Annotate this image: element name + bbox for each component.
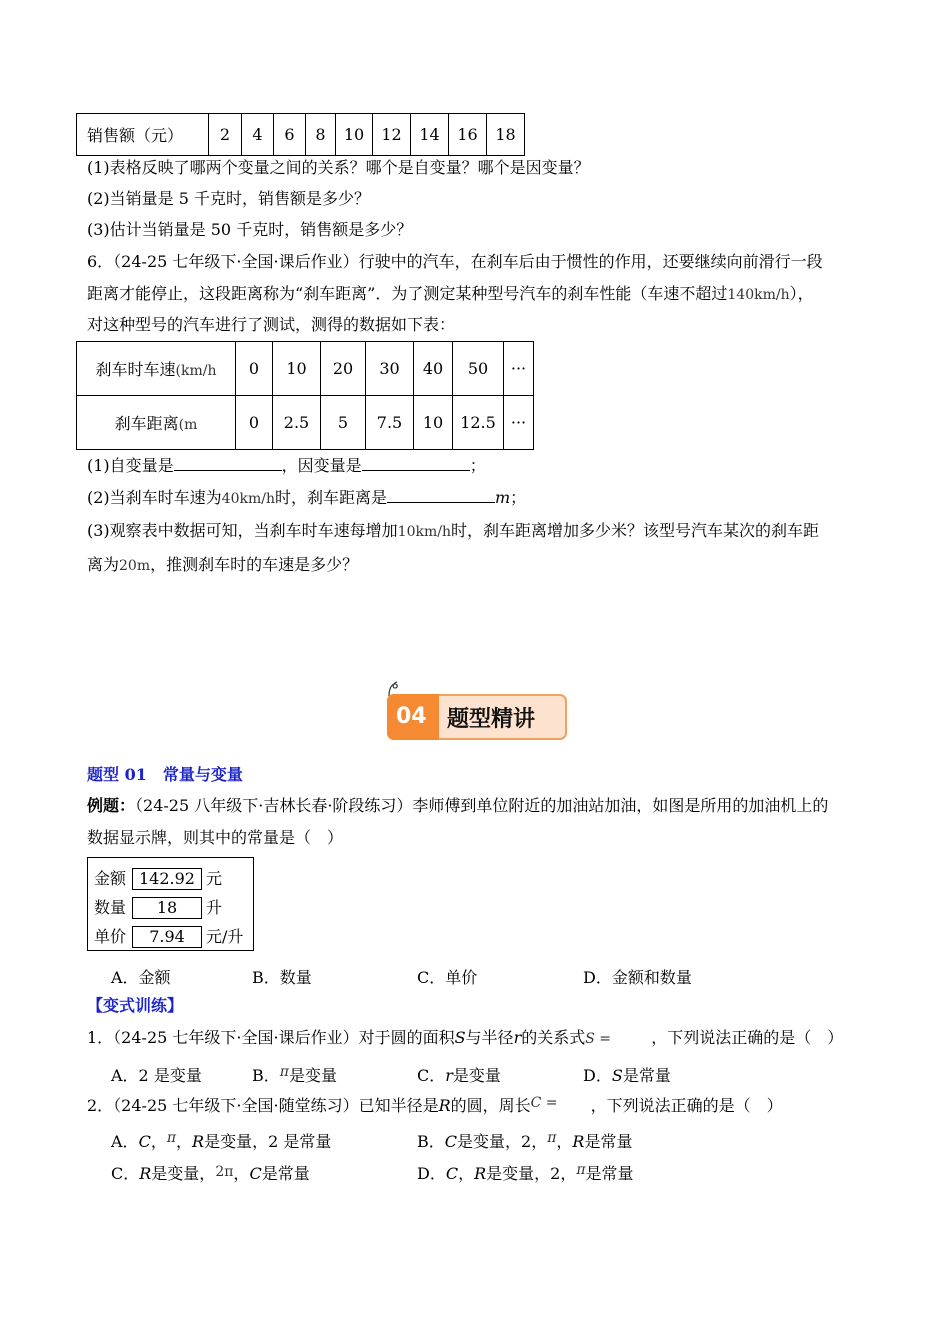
p2-option-c	[111, 1161, 310, 1184]
speed-limit-math: 140km/h	[727, 287, 790, 303]
braking-table	[76, 341, 534, 450]
table-cell: 6	[274, 114, 306, 156]
text: ，推测刹车时的车速是多少？	[150, 555, 359, 574]
formula: C =	[530, 1095, 558, 1111]
row-label: 刹车距离	[114, 414, 179, 433]
answer-blank	[387, 486, 495, 503]
example-line1	[87, 796, 828, 816]
text: ，下列说法正确的是（ ）	[651, 1028, 844, 1047]
var: R	[572, 1132, 585, 1151]
text: 是常量	[261, 1164, 310, 1183]
text: ，因变量是	[281, 456, 362, 475]
table-cell: 7.5	[366, 396, 414, 450]
text: (1)自变量是	[87, 456, 174, 475]
option-c: C．单价	[417, 968, 478, 987]
braking-row2-label	[77, 396, 236, 450]
text: 离为	[87, 555, 120, 574]
text: ，下列说法正确的是（ ）	[590, 1096, 783, 1115]
text: 是变量	[452, 1066, 501, 1085]
pump-row	[94, 866, 222, 890]
unit: m	[495, 488, 511, 507]
pump-value: 18	[132, 897, 202, 919]
p1-option-b	[252, 1063, 337, 1086]
pi: π	[547, 1130, 557, 1146]
text: 是常量	[584, 1132, 633, 1151]
table-cell: 4	[242, 114, 274, 156]
practice1-stem	[87, 1028, 843, 1049]
text: 时，刹车距离是	[274, 488, 387, 507]
text: 1．（24-25 七年级下·全国·课后作业）对于圆的面积	[87, 1028, 455, 1047]
var: R	[192, 1132, 205, 1151]
example-line2: 数据显示牌，则其中的常量是（ ）	[87, 828, 344, 847]
pump-unit: 元	[206, 869, 223, 888]
two-pi: 2π	[215, 1164, 234, 1180]
table-cell: 14	[411, 114, 449, 156]
banner-title: 题型精讲	[447, 707, 536, 732]
pump-label: 单价	[94, 927, 127, 946]
table-cell: 12.5	[453, 396, 504, 450]
pump-row	[94, 895, 222, 919]
practice-header: 【变式训练】	[87, 996, 184, 1015]
q5-sub1: (1)表格反映了哪两个变量之间的关系？哪个是自变量？哪个是因变量？	[87, 158, 590, 177]
row-unit: (km/h	[175, 363, 217, 379]
table-cell: 0	[236, 396, 273, 450]
text: ，	[233, 1164, 250, 1183]
var: C	[138, 1132, 151, 1151]
var: C	[445, 1164, 459, 1183]
option-b: B．数量	[252, 968, 312, 987]
q6-line2-end: ），	[789, 284, 814, 303]
table-cell: 0	[236, 342, 273, 396]
pump-label: 数量	[94, 898, 127, 917]
p2-option-a	[111, 1129, 331, 1152]
var: S	[454, 1028, 466, 1047]
q6-line1: 6．（24-25 七年级下·全国·课后作业）行驶中的汽车，在刹车后由于惯性的作用，还要继续向前滑行一段	[87, 252, 823, 271]
q6-sub3	[87, 521, 819, 542]
table-cell: 30	[366, 342, 414, 396]
pump-value: 7.94	[132, 926, 202, 948]
example-label: 例题：	[87, 796, 136, 815]
text: (2)当刹车时车速为	[87, 488, 222, 507]
text: C．	[111, 1164, 140, 1183]
text: 时，刹车距离增加多少米？该型号汽车某次的刹车距	[450, 521, 819, 540]
q5-sub2: (2)当销量是 5 千克时，销售额是多少？	[87, 189, 371, 208]
var: R	[438, 1096, 451, 1115]
pi: π	[279, 1064, 289, 1080]
var: S	[611, 1066, 623, 1085]
speed-math: 10km/h	[397, 524, 451, 540]
table-cell: ···	[504, 396, 534, 450]
section-title: 题型 01 常量与变量	[87, 765, 243, 784]
practice2-stem	[87, 1096, 783, 1117]
table-cell: 8	[306, 114, 336, 156]
var: R	[139, 1164, 152, 1183]
var: r	[445, 1066, 453, 1085]
table-cell: 50	[453, 342, 504, 396]
table-cell: 2	[209, 114, 242, 156]
formula: S =	[585, 1031, 612, 1047]
var: C	[444, 1132, 458, 1151]
text: (3)观察表中数据可知，当刹车时车速每增加	[87, 521, 398, 540]
var: C	[249, 1164, 262, 1183]
p1-option-d	[583, 1063, 671, 1086]
pump-row	[94, 924, 243, 948]
q5-sub3: (3)估计当销量是 50 千克时，销售额是多少？	[87, 220, 413, 239]
table-cell: 12	[373, 114, 411, 156]
var: r	[513, 1028, 522, 1047]
q6-line2-text: 距离才能停止，这段距离称为“刹车距离”．为了测定某种型号汽车的刹车性能（车速不超过	[87, 284, 728, 303]
sales-table	[76, 113, 525, 156]
text: ，	[176, 1132, 193, 1151]
text: 2．（24-25 七年级下·全国·随堂练习）已知半径是	[87, 1096, 439, 1115]
text: ；	[510, 488, 527, 507]
text: B．	[417, 1132, 445, 1151]
table-cell: 20	[321, 342, 366, 396]
section-banner	[385, 680, 569, 742]
text: 的圆，周长	[450, 1096, 531, 1115]
distance-math: 20m	[119, 558, 151, 574]
q6-sub1	[87, 454, 486, 476]
q6-sub2	[87, 486, 526, 509]
var: R	[474, 1164, 487, 1183]
text: D．	[583, 1066, 612, 1085]
text: ；	[469, 456, 486, 475]
table-cell: 2.5	[273, 396, 321, 450]
text: D．	[417, 1164, 446, 1183]
text: 是变量，2 是常量	[204, 1132, 332, 1151]
pump-unit: 升	[206, 898, 223, 917]
pi: π	[166, 1130, 177, 1146]
row-label: 刹车时车速	[95, 360, 176, 379]
option-d: D．金额和数量	[583, 968, 692, 987]
text: 是常量	[622, 1066, 671, 1085]
answer-blank	[174, 454, 282, 471]
row-unit: (m	[178, 417, 198, 433]
table-cell: 40	[414, 342, 453, 396]
pump-label: 金额	[94, 869, 127, 888]
text: 是变量，2，	[457, 1132, 548, 1151]
table-cell: 10	[273, 342, 321, 396]
banner-number: 04	[396, 704, 427, 729]
p2-option-d	[417, 1161, 634, 1184]
pi: π	[576, 1162, 586, 1178]
braking-row1-label	[77, 342, 236, 396]
text: 的关系式	[521, 1028, 586, 1047]
pump-value: 142.92	[132, 868, 202, 890]
text: ，	[150, 1132, 167, 1151]
table-cell: ···	[504, 342, 534, 396]
text: 是常量	[585, 1164, 634, 1183]
text: 与半径	[465, 1028, 514, 1047]
text: 是变量，2，	[486, 1164, 577, 1183]
option-a: A．金额	[111, 968, 171, 987]
table-cell: 10	[336, 114, 373, 156]
text: 是变量	[288, 1066, 337, 1085]
q6-line2	[87, 284, 814, 305]
text: ，	[458, 1164, 475, 1183]
answer-blank	[362, 454, 470, 471]
table-header-cell: 销售额（元）	[77, 114, 209, 156]
table-cell: 16	[449, 114, 487, 156]
text: ，	[556, 1132, 573, 1151]
pump-unit: 元/升	[206, 927, 244, 946]
text: A．	[111, 1132, 139, 1151]
p2-option-b	[417, 1129, 632, 1152]
table-cell: 18	[487, 114, 525, 156]
q6-line3: 对这种型号的汽车进行了测试，测得的数据如下表：	[87, 315, 456, 334]
p1-option-c	[417, 1063, 501, 1086]
text: （24-25 八年级下·吉林长春·阶段练习）李师傅到单位附近的加油站加油，如图是所用的加油机上的	[135, 796, 829, 815]
speed-math: 40km/h	[221, 491, 275, 507]
table-cell: 5	[321, 396, 366, 450]
text: 是变量，	[151, 1164, 216, 1183]
pump-display	[87, 857, 254, 951]
p1-option-a: A．2 是变量	[111, 1066, 202, 1085]
q6-sub3-cont	[87, 555, 358, 576]
text: C．	[417, 1066, 446, 1085]
text: B．	[252, 1066, 280, 1085]
table-cell: 10	[414, 396, 453, 450]
